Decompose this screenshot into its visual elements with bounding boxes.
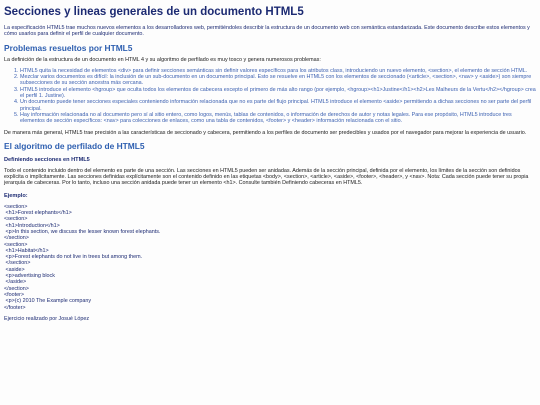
code-line: <section> <box>4 216 28 223</box>
problems-list <box>4 68 536 125</box>
subheading-defining-sections: Definiendo secciones en HTML5 <box>4 156 90 163</box>
code-line: <h1>Introduction</h1> <box>4 222 60 229</box>
code-line: <aside> <box>4 266 25 273</box>
code-line: <footer> <box>4 291 25 298</box>
code-line: </section> <box>4 260 31 267</box>
code-line: <p>(c) 2010 The Example company <box>4 298 92 305</box>
problems-closing: De manera más general, HTML5 trae precisión a las características de seccionado y cabecera, permitiendo a los perfiles de documento ser predecibles y usados por el navegador para mejorar la experiencia de usuario. <box>4 129 527 136</box>
code-line: <section> <box>4 241 28 248</box>
intro-paragraph: La especificación HTML5 trae muchos nuevos elementos a los desarrolladores web, permitiéndoles describir la estructura de un documento web con semántica estandarizada. Este documento describe estos elementos y cómo usarlos para definir el perfil de cualquier documento. <box>4 25 530 38</box>
code-line: <section> <box>4 203 28 210</box>
list-item: 5. Hay información relacionada no al documento pero sí al sitio entero, como logos, menús, tablas de contenidos, o información de derechos de autor y notas legales. Para ese propósito, HTML5 introduce tres elementos de sección específicos: <nav> para colecciones de enlaces, como una tabla de contenidos, <footer> y <header> información relacionada con el sitio. <box>20 112 536 125</box>
code-line: <h1>Habitat</h1> <box>4 247 49 254</box>
algorithm-body: Todo el contenido incluido dentro del elemento es parte de una sección. Las secciones en HTML5 pueden ser anidadas. Además de la sección principal, definida por el elemento, los límites de la sección son definidos explícita o implícitamente. Las secciones definidas explícitamente son el contenido definido en las etiquetas <body>, <section>, <article>, <aside>, <footer>, <header>, y <nav>. Nota: Cada sección puede tener su propia jerarquía de cabeceras. Por lo tanto, incluso una sección anidada puede tener un elemento <h1>. Consulte también Definiendo cabeceras en HTML5. <box>4 167 529 187</box>
list-item: 4. Un documento puede tener secciones especiales conteniendo información relacionada que no es parte del flujo principal. HTML5 introduce el elemento <aside> permitiendo a dichas secciones no ser parte del perfil principal. <box>20 99 536 112</box>
code-line: </footer> <box>4 304 26 311</box>
code-line: <p>Forest elephants do not live in trees but among them. <box>4 254 143 261</box>
section-heading-problems: Problemas resueltos por HTML5 <box>4 42 133 53</box>
code-line: </section> <box>4 235 29 242</box>
problems-lead: La definición de la estructura de un documento en HTML 4 y su algoritmo de perfilado es muy tosco y genera numerosos problemas: <box>4 56 321 63</box>
page-title: Secciones y lineas generales de un documento HTML5 <box>4 6 304 18</box>
code-example <box>4 204 536 311</box>
author-note: Ejercicio realizado por Josué López <box>4 315 90 322</box>
code-line: <p>advertising block <box>4 273 55 280</box>
code-line: <h1>Forest elephants</h1> <box>4 210 72 217</box>
example-label: Ejemplo: <box>4 192 28 199</box>
list-item: 3. HTML5 introduce el elemento <hgroup> que oculta todos los elementos de cabecera excepto el primero de más alto rango (por ejemplo, <hgroup><h1>Justine</h1><h2>Les Malheurs de la Vertu</h2></hgroup> crea el perfil 1. Justine). <box>20 87 536 100</box>
list-item: 1. HTML5 quita la necesidad de elementos <div> para definir secciones semánticas sin definir valores específicos para los atributos class, introduciendo un nuevo elemento, <section>, el elemento de sección HTML. <box>20 68 536 74</box>
list-item: 2. Mezclar varios documentos es difícil: la inclusión de un sub-documento en un documento principal. Esto se resuelve en HTML5 con los elementos de seccionado (<article>, <section>, <nav> y <aside>) son siempre subsecciones de su sección ancestra más cercana. <box>20 74 536 87</box>
code-line: <p>In this section, we discuss the lesser known forest elephants. <box>4 228 161 235</box>
section-heading-algorithm: El algoritmo de perfilado de HTML5 <box>4 140 145 151</box>
code-line: </section> <box>4 285 29 292</box>
code-line: </aside> <box>4 279 27 286</box>
